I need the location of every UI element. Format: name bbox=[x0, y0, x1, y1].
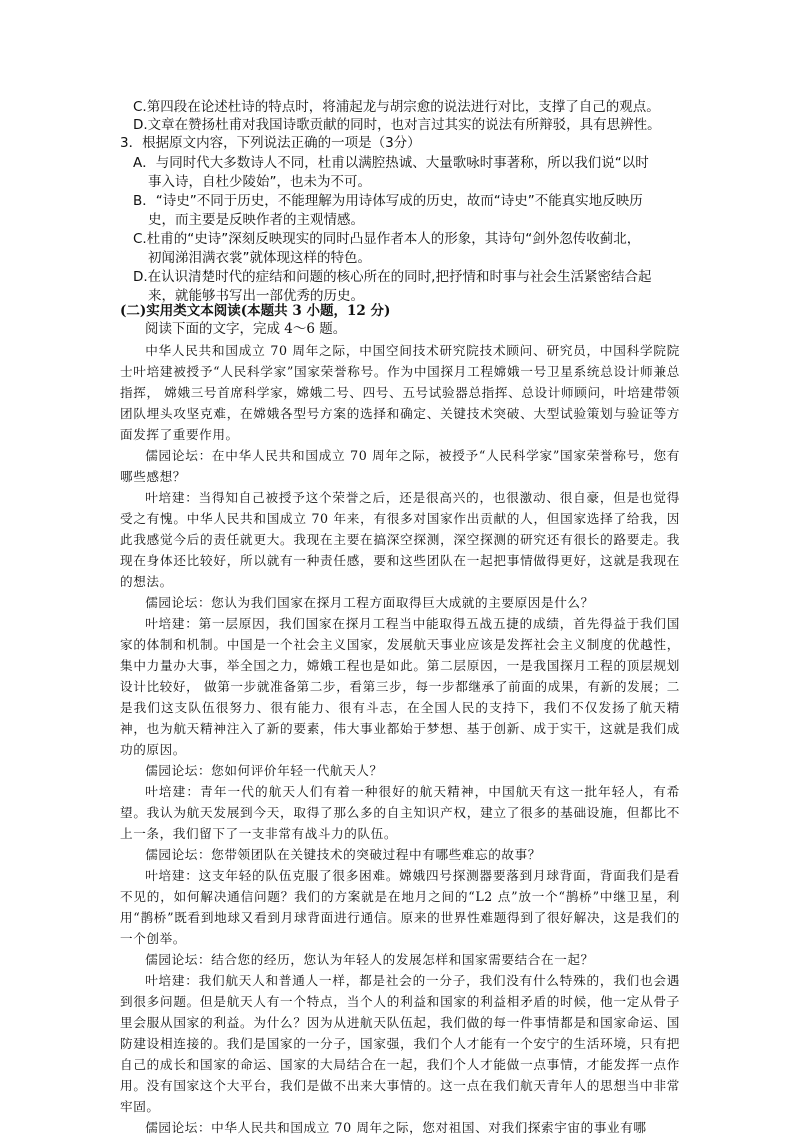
q2-option-c: C.第四段在论述杜诗的特点时，将浦起龙与胡宗愈的说法进行对比，支撑了自己的观点。 bbox=[133, 99, 660, 115]
q3-option-d-line1: D.在认识清楚时代的症结和问题的核心所在的同时,把抒情和时事与社会生活紧密结合起 bbox=[133, 269, 652, 285]
q3-option-b-line1: B．“诗史”不同于历史，不能理解为用诗体写成的历史，故而“诗史”不能真实地反映历 bbox=[133, 193, 643, 209]
section-intro: 阅读下面的文字，完成 4～6 题。 bbox=[145, 321, 347, 337]
article-paragraph: 儒园论坛：在中华人民共和国成立 70 周年之际，被授予“人民科学家”国家荣誉称号，您有哪些感想？ bbox=[120, 448, 680, 484]
q3-option-c-line1: C.杜甫的“史诗”深刻反映现实的同时凸显作者本人的形象，其诗句“剑外忽传收蓟北， bbox=[133, 231, 641, 247]
article-paragraph: 儒园论坛：中华人民共和国成立 70 周年之际，您对祖国、对我们探索宇宙的事业有哪 bbox=[145, 1120, 647, 1135]
article-body bbox=[120, 340, 680, 1138]
section-title: (二)实用类文本阅读(本题共 3 小题，12 分) bbox=[120, 303, 391, 319]
article-paragraph: 叶培建：这支年轻的队伍克服了很多困难。嫦娥四号探测器要落到月球背面，背面我们是看不见的，如何解决通信问题？我们的方案就是在地月之间的“L2 点”放一个“鹊桥”中继卫星，利用“鹊桥”既看到地球又看到月球背面进行通信。原来的世界性难题得到了很好解决，这是我们的一个创举。 bbox=[120, 868, 680, 946]
q2-option-d: D.文章在赞扬杜甫对我国诗歌贡献的同时，也对言过其实的说法有所辩驳，具有思辨性。 bbox=[133, 117, 661, 133]
question-3-stem: 3．根据原文内容，下列说法正确的一项是（3分） bbox=[120, 135, 421, 151]
q3-option-c-line2: 初闻涕泪满衣裳”就体现这样的特色。 bbox=[148, 250, 371, 266]
article-paragraph: 儒园论坛：您认为我们国家在探月工程方面取得巨大成就的主要原因是什么？ bbox=[145, 595, 594, 610]
article-paragraph: 叶培建：青年一代的航天人们有着一种很好的航天精神，中国航天有这一批年轻人，有希望。我认为航天发展到今天，取得了那么多的自主知识产权，建立了很多的基础设施，但都比不上一条，我们留下了一支非常有战斗力的队伍。 bbox=[120, 784, 680, 841]
article-paragraph: 叶培建：第一层原因，我们国家在探月工程当中能取得五战五捷的成绩，首先得益于我们国家的体制和机制。中国是一个社会主义国家，发展航天事业应该是发挥社会主义制度的优越性，集中力量办大事，举全国之力，嫦娥工程也是如此。第二层原因，一是我国探月工程的顶层规划设计比较好， 做第一步就准备第二步，看第三步，每一步都继承了前面的成果，有新的发展；二是我们这支队伍很努力、很有能力、很有斗志，在全国人民的支持下，我们不仅发扬了航天精神，也为航天精神注入了新的要素，伟大事业都始于梦想、基于创新、成于实干，这就是我们成功的原因。 bbox=[120, 616, 680, 757]
q3-option-b-line2: 史，而主要是反映作者的主观情感。 bbox=[148, 212, 364, 228]
q3-option-a-line2: 事入诗，自杜少陵始”，也未为不可。 bbox=[148, 174, 371, 190]
q3-option-d-line2: 来，就能够书写出一部优秀的历史。 bbox=[148, 288, 364, 304]
q3-option-a-line1: A．与同时代大多数诗人不同，杜甫以满腔热诚、大量歌咏时事著称，所以我们说“以时 bbox=[133, 155, 649, 171]
article-paragraph: 中华人民共和国成立 70 周年之际，中国空间技术研究院技术顾问、研究员，中国科学院院士叶培建被授予“人民科学家”国家荣誉称号。作为中国探月工程嫦娥一号卫星系统总设计师兼总指挥， 嫦娥三号首席科学家，嫦娥二号、四号、五号试验器总指挥、总设计师顾问，叶培建带领团队埋头攻坚克难，在嫦娥各型号方案的选择和确定、关键技术突破、大型试验策划与验证等方面发挥了重要作用。 bbox=[120, 343, 680, 442]
article-paragraph: 叶培建：我们航天人和普通人一样，都是社会的一分子，我们没有什么特殊的，我们也会遇到很多问题。但是航天人有一个特点，当个人的利益和国家的利益相矛盾的时候，他一定从骨子里会服从国家的利益。为什么？因为从进航天队伍起，我们做的每一件事情都是和国家命运、国防建设相连接的。我们是国家的一分子，国家强，我们个人才能有一个安宁的生活环境，只有把自己的成长和国家的命运、国家的大局结合在一起，我们个人才能做一点事情，才能发挥一点作用。没有国家这个大平台，我们是做不出来大事情的。这一点在我们航天青年人的思想当中非常牢固。 bbox=[120, 973, 680, 1114]
article-paragraph: 儒园论坛：结合您的经历，您认为年轻人的发展怎样和国家需要结合在一起？ bbox=[145, 952, 594, 967]
article-paragraph: 儒园论坛：您带领团队在关键技术的突破过程中有哪些难忘的故事？ bbox=[145, 847, 541, 862]
article-paragraph: 儒园论坛：您如何评价年轻一代航天人？ bbox=[145, 763, 383, 778]
article-paragraph: 叶培建：当得知自己被授予这个荣誉之后，还是很高兴的，也很激动、很自豪，但是也觉得受之有愧。中华人民共和国成立 70 年来，有很多对国家作出贡献的人，但国家选择了给我，因此我感觉今后的责任就更大。我现在主要在搞深空探测，深空探测的研究还有很长的路要走。我现在身体还比较好，所以就有一种责任感，要和这些团队在一起把事情做得更好，这就是我现在的想法。 bbox=[120, 490, 680, 589]
